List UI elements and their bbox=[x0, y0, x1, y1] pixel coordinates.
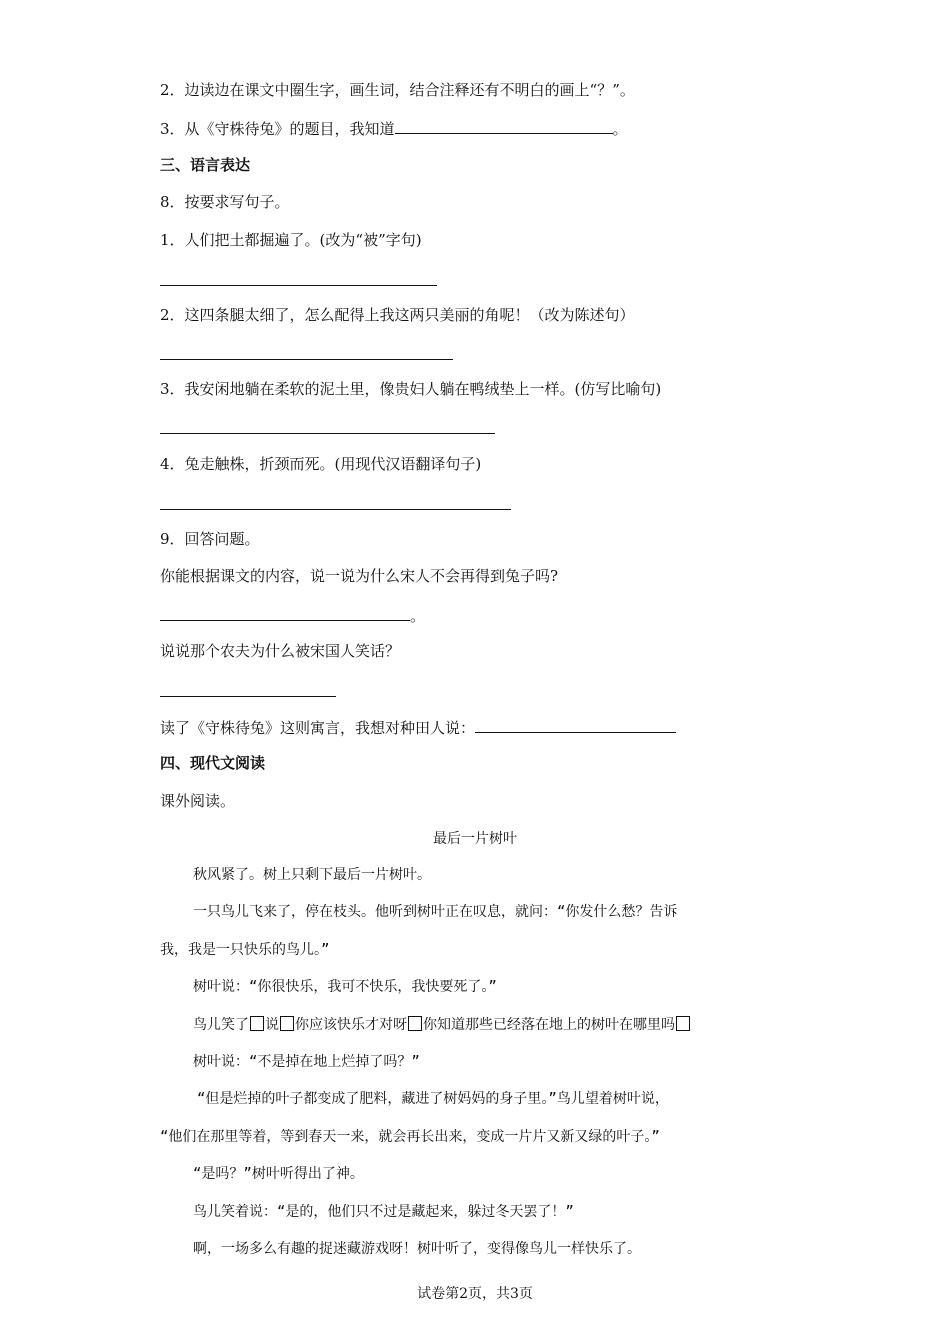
story-paragraph-9: 啊，一场多么有趣的捉迷藏游戏呀！树叶听了，变得像鸟儿一样快乐了。 bbox=[193, 1241, 641, 1257]
reading-intro: 课外阅读。 bbox=[160, 792, 236, 810]
question-9-title: 9．回答问题。 bbox=[160, 530, 260, 548]
q9-answer-1-line bbox=[160, 604, 425, 626]
answer-blank[interactable] bbox=[395, 117, 613, 134]
q8-item-1: 1．人们把土都掘遍了。(改为“被”字句) bbox=[160, 231, 422, 249]
q8-item-2: 2．这四条腿太细了，怎么配得上我这两只美丽的角呢！（改为陈述句） bbox=[160, 306, 635, 324]
punctuation-box[interactable] bbox=[280, 1016, 294, 1031]
answer-blank[interactable] bbox=[475, 716, 676, 733]
story-paragraph-1: 秋风紧了。树上只剩下最后一片树叶。 bbox=[193, 867, 431, 883]
q9-question-1: 你能根据课文的内容，说一说为什么宋人不会再得到兔子吗? bbox=[160, 567, 559, 585]
story-text-fragment: 鸟儿笑了 bbox=[193, 1017, 249, 1033]
answer-line-4[interactable] bbox=[160, 509, 511, 510]
question-2-text: 2．边读边在课文中圈生字，画生词，结合注释还有不明白的画上“？”。 bbox=[160, 81, 635, 99]
question-3-suffix: 。 bbox=[612, 120, 628, 138]
punctuation-box[interactable] bbox=[676, 1016, 690, 1031]
story-paragraph-6a: “但是烂掉的叶子都变成了肥料，藏进了树妈妈的身子里。”鸟儿望着树叶说， bbox=[197, 1091, 669, 1107]
answer-line-2[interactable] bbox=[160, 359, 453, 360]
answer-line-1[interactable] bbox=[160, 285, 437, 286]
story-title: 最后一片树叶 bbox=[433, 831, 517, 847]
story-paragraph-2b: 我，我是一只快乐的鸟儿。” bbox=[160, 942, 330, 958]
story-paragraph-2a: 一只鸟儿飞来了，停在枝头。他听到树叶正在叹息，就问：“你发什么愁？告诉 bbox=[193, 904, 678, 920]
q8-item-3: 3．我安闲地躺在柔软的泥土里，像贵妇人躺在鸭绒垫上一样。(仿写比喻句) bbox=[160, 380, 662, 398]
punctuation-box[interactable] bbox=[408, 1016, 422, 1031]
section-heading-reading: 四、现代文阅读 bbox=[160, 754, 266, 772]
question-3-prefix: 3．从《守株待兔》的题目，我知道 bbox=[160, 120, 395, 138]
story-paragraph-7: “是吗？”树叶听得出了神。 bbox=[193, 1166, 364, 1182]
story-text-fragment: 你应该快乐才对呀 bbox=[295, 1017, 407, 1033]
q9-question-2: 说说那个农夫为什么被宋国人笑话？ bbox=[160, 642, 401, 660]
punctuation-box[interactable] bbox=[250, 1016, 264, 1031]
story-paragraph-8: 鸟儿笑着说：“是的，他们只不过是藏起来，躲过冬天罢了！” bbox=[193, 1204, 574, 1220]
answer-blank[interactable] bbox=[160, 604, 410, 621]
q9-answer-1-suffix: 。 bbox=[410, 607, 426, 625]
story-paragraph-3: 树叶说：“你很快乐，我可不快乐，我快要死了。” bbox=[193, 979, 497, 995]
page-footer: 试卷第2页，共3页 bbox=[417, 1286, 533, 1302]
story-paragraph-5: 树叶说：“不是掉在地上烂掉了吗？” bbox=[193, 1054, 420, 1070]
story-text-fragment: 说 bbox=[265, 1017, 279, 1033]
question-3-line bbox=[160, 117, 628, 139]
q9-question-3-line bbox=[160, 716, 676, 738]
question-8-title: 8．按要求写句子。 bbox=[160, 193, 290, 211]
answer-line-q9-2[interactable] bbox=[160, 696, 336, 697]
q8-item-4: 4．兔走触株，折颈而死。(用现代汉语翻译句子) bbox=[160, 455, 482, 473]
story-paragraph-4 bbox=[193, 1015, 691, 1035]
story-text-fragment: 你知道那些已经落在地上的树叶在哪里吗 bbox=[423, 1017, 675, 1033]
section-heading-language: 三、语言表达 bbox=[160, 156, 251, 174]
answer-line-3[interactable] bbox=[160, 433, 495, 434]
q9-question-3: 读了《守株待兔》这则寓言，我想对种田人说： bbox=[160, 719, 476, 737]
story-paragraph-6b: “他们在那里等着，等到春天一来，就会再长出来，变成一片片又新又绿的叶子。” bbox=[160, 1129, 660, 1145]
